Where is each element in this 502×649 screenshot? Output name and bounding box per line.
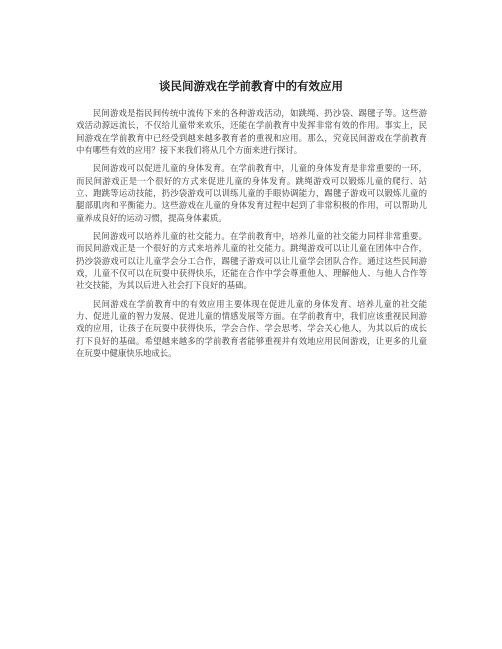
paragraph-4: 民间游戏在学前教育中的有效应用主要体现在促进儿童的身体发育、培养儿童的社交能力、促进儿童的智力发展、促进儿童的情感发展等方面。在学前教育中，我们应该重视民间游戏的应用，让孩子在玩耍中获得快乐，学会合作、学会思考、学会关心他人，为其以后的成长打下良好的基础。希望越来越多的学前教育者能够重视并有效地应用民间游戏，让更多的儿童在玩耍中健康快乐地成长。: [76, 298, 427, 358]
paragraph-1: 民间游戏是指民间传统中流传下来的各种游戏活动，如跳绳、扔沙袋、踢毽子等。这些游戏活动源远流长，不仅给儿童带来欢乐，还能在学前教育中发挥非常有效的作用。事实上，民间游戏在学前教育中已经受到越来越多教育者的重视和应用。那么，究竟民间游戏在学前教育中有哪些有效的应用？接下来我们将从几个方面来进行探讨。: [76, 108, 427, 155]
paragraph-2: 民间游戏可以促进儿童的身体发育。在学前教育中，儿童的身体发育是非常重要的一环，而民间游戏正是一个很好的方式来促进儿童的身体发育。跳绳游戏可以锻炼儿童的爬行、站立、跑跳等运动技能，扔沙袋游戏可以训练儿童的手眼协调能力，踢毽子游戏可以锻炼儿童的腿部肌肉和平衡能力。这些游戏在儿童的身体发育过程中起到了非常积极的作用，可以帮助儿童养成良好的运动习惯，提高身体素质。: [76, 163, 427, 223]
document-title: 谈民间游戏在学前教育中的有效应用: [159, 79, 343, 93]
paragraph-3: 民间游戏可以培养儿童的社交能力。在学前教育中，培养儿童的社交能力同样非常重要。而民间游戏正是一个很好的方式来培养儿童的社交能力。跳绳游戏可以让儿童在团体中合作，扔沙袋游戏可以让儿童学会分工合作，踢毽子游戏可以让儿童学会团队合作。通过这些民间游戏，儿童不仅可以在玩耍中获得快乐，还能在合作中学会尊重他人、理解他人、与他人合作等社交技能，为其以后进入社会打下良好的基础。: [76, 231, 427, 291]
document-body: [76, 107, 427, 365]
